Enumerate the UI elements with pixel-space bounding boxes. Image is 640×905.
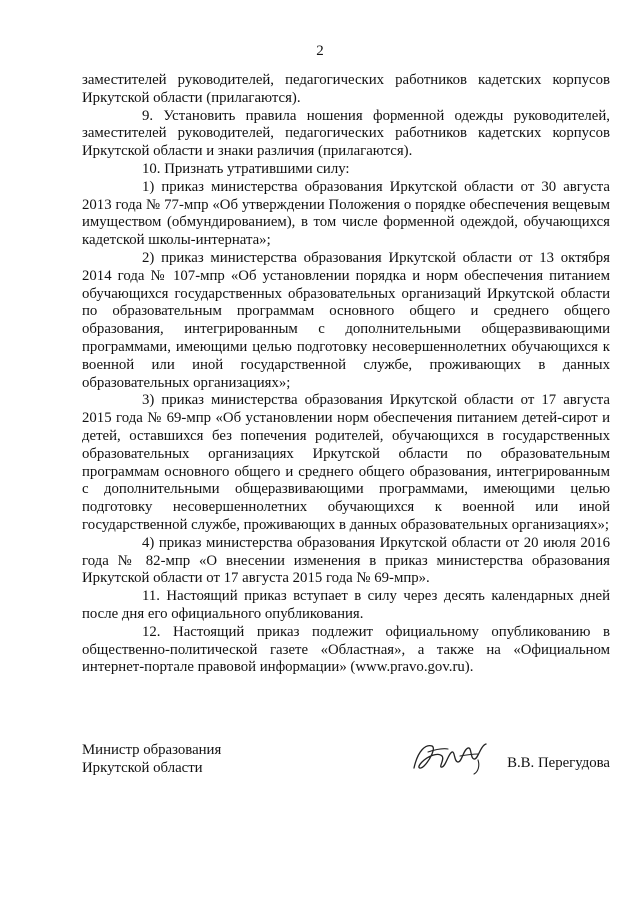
paragraph-subitem-1: 1) приказ министерства образования Иркутской области от 30 августа 2013 года № 77-мпр «Об утверждении Положения о порядке обеспечения вещевым имуществом (обмундированием), в том числе форменной одеждой, обучающихся кадетской школы-интерната»; (82, 178, 610, 249)
signer-title (82, 742, 221, 778)
paragraph-subitem-2: 2) приказ министерства образования Иркутской области от 13 октября 2014 года № 107-мпр «Об установлении порядка и норм обеспечения питанием обучающихся государственных образовательных организаций Иркутской области по образовательным программам основного общего и среднего общего образования, интегрированным с дополнительными общеразвивающими программами, имеющими целью подготовку несовершеннолетних обучающихся к военной или иной государственной службе, проживающих в данных образовательных организациях»; (82, 249, 610, 391)
page-number: 2 (316, 43, 324, 59)
paragraph-subitem-3: 3) приказ министерства образования Иркутской области от 17 августа 2015 года № 69-мпр «Об установлении норм обеспечения питанием детей-сирот и детей, оставшихся без попечения родителей, обучающихся в государственных образовательных организациях Иркутской области по образовательным программам основного общего и среднего общего образования, интегрированным с дополнительными общеразвивающими программами, имеющими целью подготовку несовершеннолетних обучающихся к военной или иной государственной службе, проживающих в данных образовательных организациях»; (82, 392, 610, 533)
paragraph-item-12: 12. Настоящий приказ подлежит официальному опубликованию в общественно-политической газете «Областная», а также на «Официальном интернет-портале правовой информации» (www.pravo.gov.ru). (82, 623, 610, 676)
document-body (82, 72, 610, 677)
paragraph-continuation: заместителей руководителей, педагогических работников кадетских корпусов Иркутской области (прилагаются). (82, 72, 610, 106)
paragraph-subitem-4: 4) приказ министерства образования Иркутской области от 20 июля 2016 года № 82-мпр «О внесении изменения в приказ министерства образования Иркутской области от 17 августа 2015 года № 69-мпр». (82, 534, 610, 587)
signer-name: В.В. Перегудова (507, 755, 610, 771)
signer-position: Министр образования (82, 742, 222, 758)
handwritten-signature (408, 738, 500, 778)
paragraph-item-9: 9. Установить правила ношения форменной одежды руководителей, заместителей руководителей, педагогических работников кадетских корпусов Иркутской области и знаки различия (прилагаются). (82, 107, 610, 160)
paragraph-item-10: 10. Признать утратившими силу: (142, 160, 350, 177)
signature-block (82, 742, 610, 782)
signer-region: Иркутской области (82, 759, 203, 776)
paragraph-item-11: 11. Настоящий приказ вступает в силу через десять календарных дней после дня его официального опубликования. (82, 588, 610, 622)
